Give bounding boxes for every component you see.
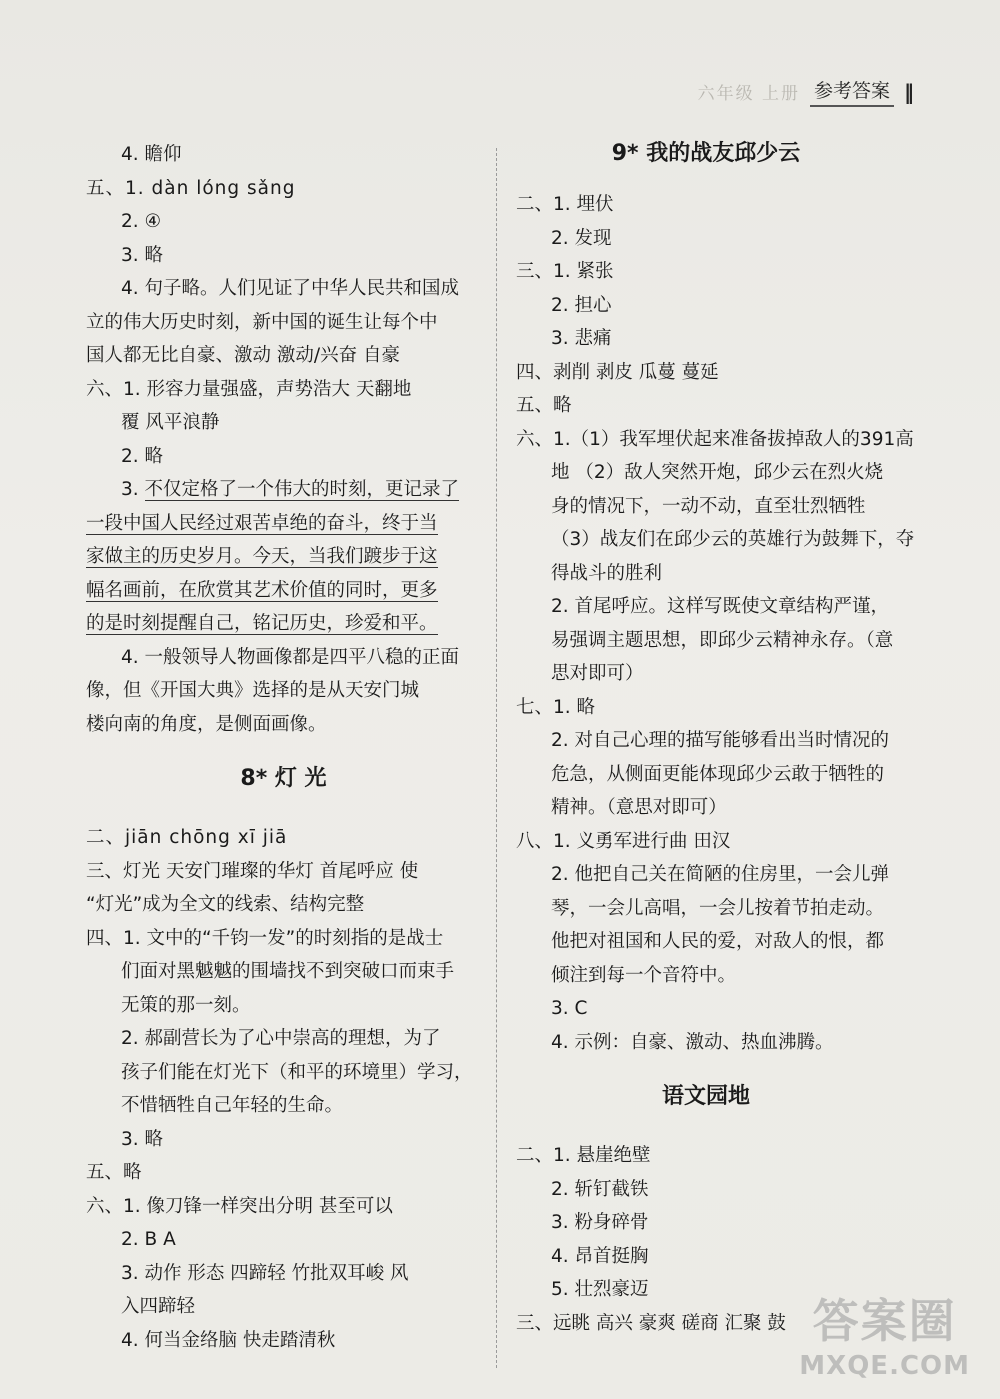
section-title-lesson-9: 9* 我的战友邱少云	[611, 141, 801, 166]
answer-line: 二、jiān chōng xī jiā	[86, 827, 288, 848]
section-title-chinese-garden: 语文园地	[661, 1084, 750, 1109]
underlined-answer: 家做主的历史岁月。今天，当我们踱步于这	[86, 546, 438, 567]
answer-line: 入四蹄轻	[121, 1296, 196, 1317]
answer-line: 三、远眺 高兴 豪爽 磋商 汇聚 鼓	[516, 1312, 786, 1334]
column-divider	[496, 148, 497, 1368]
answer-line: 楼向南的角度，是侧面画像。	[86, 713, 327, 735]
answer-line	[86, 473, 481, 507]
answer-line: 4. 瞻仰	[121, 144, 182, 165]
answer-line: 琴，一会儿高唱，一会儿按着节拍走动。	[551, 897, 885, 919]
left-column	[86, 138, 481, 1357]
answer-line: 2. 发现	[551, 227, 612, 249]
answer-line: 2. 郝副营长为了心中崇高的理想，为了	[121, 1028, 441, 1049]
answer-line: “灯光”成为全文的线索、结构完整	[86, 894, 365, 915]
answer-line: 4. 句子略。人们见证了中华人民共和国成	[121, 278, 460, 299]
answer-line: 像，但《开国大典》选择的是从天安门城	[86, 680, 420, 701]
answer-line: 3. 略	[121, 244, 164, 266]
answer-line: 2. ④	[121, 211, 162, 232]
answer-line: 地 （2）敌人突然开炮，邱少云在烈火烧	[551, 462, 884, 483]
answer-line: 立的伟大历史时刻，新中国的诞生让每个中	[86, 311, 438, 333]
answer-line: 4. 一般领导人物画像都是四平八稳的正面	[121, 646, 460, 668]
watermark	[799, 1285, 970, 1381]
answer-line	[86, 507, 481, 541]
header-grade-text: 六年级 上册	[697, 84, 800, 104]
answer-line: 2. 对自己心理的描写能够看出当时情况的	[551, 730, 890, 751]
answer-line: 2. B A	[121, 1229, 176, 1250]
answer-line: 三、灯光 天安门璀璨的华灯 首尾呼应 使	[86, 860, 419, 882]
answer-line: 五、略	[86, 1162, 142, 1183]
answer-line: 四、1. 文中的“千钧一发”的时刻指的是战士	[86, 927, 444, 949]
answer-line: 覆 风平浪静	[121, 412, 220, 433]
answer-line: 二、1. 悬崖绝壁	[516, 1145, 651, 1166]
answer-line: 六、1.（1）我军埋伏起来准备拔掉敌人的391高	[516, 428, 914, 450]
answer-line: 3. 粉身碎骨	[551, 1212, 649, 1233]
answer-line	[86, 540, 481, 574]
answer-line: 他把对祖国和人民的爱，对敌人的恨，都	[551, 931, 885, 952]
underlined-answer: 的是时刻提醒自己，铭记历史，珍爱和平。	[86, 613, 438, 634]
answer-number: 3.	[121, 479, 145, 500]
header-answer-label: 参考答案	[810, 76, 894, 107]
answer-line	[86, 607, 481, 641]
answer-line: 5. 壮烈豪迈	[551, 1279, 649, 1300]
underlined-answer: 幅名画前，在欣赏其艺术价值的同时，更多	[86, 579, 438, 601]
answer-line: 2. 担心	[551, 294, 612, 316]
answer-line: 3. C	[551, 998, 588, 1019]
answer-line: （3）战友们在邱少云的英雄行为鼓舞下，夺	[551, 529, 915, 550]
answer-line: 危急，从侧面更能体现邱少云敢于牺牲的	[551, 763, 885, 785]
answer-line: 3. 悲痛	[551, 328, 612, 349]
answer-line: 孩子们能在灯光下（和平的环境里）学习，	[121, 1061, 473, 1083]
answer-line: 2. 略	[121, 445, 164, 467]
answer-line: 4. 示例：自豪、激动、热血沸腾。	[551, 1031, 834, 1053]
answer-line: 六、1. 像刀锋一样突出分明 甚至可以	[86, 1195, 393, 1217]
answer-line: 六、1. 形容力量强盛，声势浩大 天翻地	[86, 378, 412, 400]
answer-line: 四、剥削 剥皮 瓜蔓 蔓延	[516, 361, 719, 383]
answer-line: 精神。（意思对即可）	[551, 797, 727, 818]
answer-line: 不惜牺牲自己年轻的生命。	[121, 1095, 344, 1116]
answer-line: 八、1. 义勇军进行曲 田汉	[516, 830, 731, 852]
answer-line: 无策的那一刻。	[121, 994, 251, 1016]
underlined-answer: 不仅定格了一个伟大的时刻，更记录了	[144, 479, 460, 500]
answer-line: 3. 动作 形态 四蹄轻 竹批双耳峻 风	[121, 1262, 409, 1284]
answer-line: 易强调主题思想，即邱少云精神永存。（意	[551, 629, 894, 651]
answer-line: 3. 略	[121, 1128, 164, 1150]
answer-line: 思对即可）	[551, 663, 644, 684]
watermark-logo: 答案圈	[812, 1294, 957, 1348]
answer-line: 二、1. 埋伏	[516, 194, 614, 215]
section-title-lesson-8: 8* 灯 光	[240, 766, 327, 791]
answer-line: 2. 斩钉截铁	[551, 1178, 649, 1200]
answer-line: 国人都无比自豪、激动 激动/兴奋 自豪	[86, 345, 400, 366]
answer-line: 五、略	[516, 395, 572, 416]
answer-line: 倾注到每一个音符中。	[551, 964, 737, 986]
answer-line: 五、1. dàn lóng sǎng	[86, 177, 296, 199]
answer-line: 们面对黑魆魆的围墙找不到突破口而束手	[121, 961, 455, 982]
answer-line: 得战斗的胜利	[551, 562, 663, 584]
answer-line: 三、1. 紧张	[516, 261, 614, 282]
answer-line: 2. 首尾呼应。这样写既使文章结构严谨，	[551, 596, 890, 617]
answer-line: 身的情况下，一动不动，直至壮烈牺牲	[551, 495, 866, 517]
underlined-answer: 一段中国人民经过艰苦卓绝的奋斗，终于当	[86, 512, 438, 534]
page-header	[698, 76, 914, 107]
header-bars-icon: ‖	[904, 79, 914, 104]
answer-line: 4. 何当金络脑 快走踏清秋	[121, 1329, 336, 1351]
answer-line	[86, 574, 481, 608]
answer-line: 七、1. 略	[516, 696, 596, 718]
watermark-url: MXQE.COM	[799, 1351, 970, 1381]
answer-line: 2. 他把自己关在简陋的住房里，一会儿弹	[551, 864, 890, 885]
answer-line: 4. 昂首挺胸	[551, 1245, 649, 1267]
